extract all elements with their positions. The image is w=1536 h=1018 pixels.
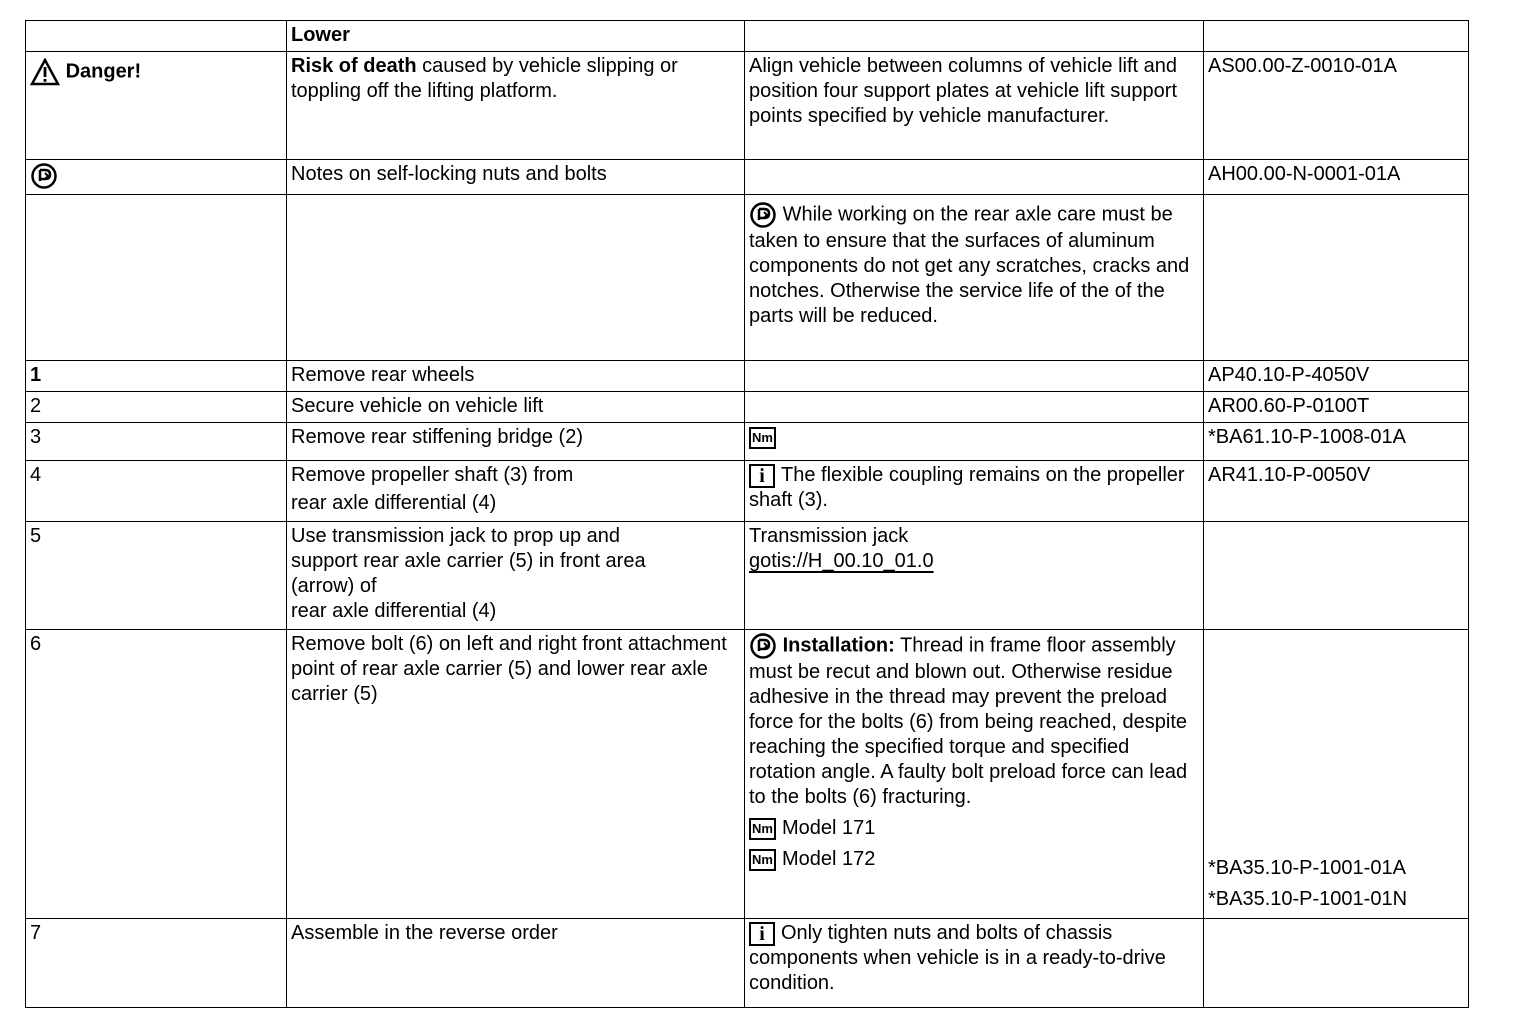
step-action	[287, 522, 745, 630]
header-cell-3	[745, 21, 1204, 52]
caution-hand-icon	[749, 632, 777, 660]
step-number: 1	[26, 361, 287, 392]
step-action	[287, 461, 745, 522]
step-number: 5	[26, 522, 287, 630]
step-number: 2	[26, 392, 287, 423]
installation-text: Thread in frame floor assembly must be recut and blown out. Otherwise residue adhesive in the thread may prevent the preload force for the bolts (6) from being reached, despite reaching the specified torque and specified rotation angle. A faulty bolt preload force can lead to the bolts (6) fracturing.	[749, 634, 1188, 808]
torque-nm-icon: Nm	[749, 818, 776, 840]
notes-empty	[745, 160, 1204, 195]
step-row	[26, 392, 1469, 423]
step-action-line: rear axle differential (4)	[291, 600, 497, 622]
caution-hand-icon	[749, 201, 777, 229]
header-cell-4	[1204, 21, 1469, 52]
danger-label: Danger!	[65, 60, 142, 83]
procedure-table	[25, 20, 1469, 1008]
step-number: 4	[26, 461, 287, 522]
aluminum-empty-2	[287, 195, 745, 361]
step-row	[26, 919, 1469, 1008]
step-action-line: Use transmission jack to prop up and support rear axle carrier (5) in front area (arrow) of	[291, 525, 646, 597]
step-note	[745, 919, 1204, 1008]
step-note-text: The flexible coupling remains on the propeller shaft (3).	[749, 464, 1185, 511]
danger-risk	[287, 52, 745, 160]
step-row	[26, 461, 1469, 522]
tool-link[interactable]: gotis://H_00.10_01.0	[749, 550, 934, 572]
step-action: Remove rear wheels	[287, 361, 745, 392]
model-reference: *BA35.10-P-1001-01A	[1208, 857, 1406, 879]
model-line	[749, 816, 1199, 841]
step-action-line: Remove propeller shaft (3) from	[291, 464, 574, 486]
header-cell-1	[26, 21, 287, 52]
step-reference	[1204, 630, 1469, 919]
tool-name: Transmission jack	[749, 525, 909, 547]
danger-row	[26, 52, 1469, 160]
step-reference: AR41.10-P-0050V	[1204, 461, 1469, 522]
model-reference: *BA35.10-P-1001-01N	[1208, 888, 1408, 910]
step-note	[745, 461, 1204, 522]
info-icon: i	[749, 464, 775, 488]
step-row	[26, 522, 1469, 630]
torque-nm-icon: Nm	[749, 427, 776, 449]
info-icon: i	[749, 922, 775, 946]
step-reference: *BA61.10-P-1008-01A	[1204, 423, 1469, 461]
step-action: Remove bolt (6) on left and right front attachment point of rear axle carrier (5) and lower rear axle carrier (5)	[287, 630, 745, 919]
step-row	[26, 423, 1469, 461]
model-line	[749, 847, 1199, 872]
step-row	[26, 361, 1469, 392]
notes-row	[26, 160, 1469, 195]
step-number: 3	[26, 423, 287, 461]
step-note-text: Only tighten nuts and bolts of chassis components when vehicle is in a ready-to-drive condition.	[749, 922, 1166, 994]
step-note	[745, 423, 1204, 461]
risk-text: caused by vehicle slipping or toppling off the lifting platform.	[291, 55, 678, 102]
step-number: 7	[26, 919, 287, 1008]
step-reference: AP40.10-P-4050V	[1204, 361, 1469, 392]
caution-hand-icon	[30, 162, 58, 190]
step-action: Secure vehicle on vehicle lift	[287, 392, 745, 423]
model-label: Model 171	[781, 817, 876, 839]
step-action: Remove rear stiffening bridge (2)	[287, 423, 745, 461]
step-reference: AR00.60-P-0100T	[1204, 392, 1469, 423]
notes-icon-cell	[26, 160, 287, 195]
step-action: Assemble in the reverse order	[287, 919, 745, 1008]
notes-text: Notes on self-locking nuts and bolts	[287, 160, 745, 195]
step-reference	[1204, 522, 1469, 630]
danger-cell	[26, 52, 287, 160]
installation-label: Installation:	[782, 634, 895, 657]
header-row	[26, 21, 1469, 52]
aluminum-note-text: While working on the rear axle care must be taken to ensure that the surfaces of aluminum components do not get any scratches, cracks and notches. Otherwise the service life of the of the parts will be reduced.	[749, 203, 1190, 327]
step-reference	[1204, 919, 1469, 1008]
step-note	[745, 630, 1204, 919]
danger-reference: AS00.00-Z-0010-01A	[1204, 52, 1469, 160]
notes-reference: AH00.00-N-0001-01A	[1204, 160, 1469, 195]
step-action-line: rear axle differential (4)	[291, 492, 497, 514]
aluminum-empty-1	[26, 195, 287, 361]
step-number: 6	[26, 630, 287, 919]
step-note	[745, 361, 1204, 392]
installation-note	[749, 632, 1199, 810]
step-row	[26, 630, 1469, 919]
danger-instruction: Align vehicle between columns of vehicle lift and position four support plates at vehicle lift support points specified by vehicle manufacturer.	[745, 52, 1204, 160]
aluminum-note	[745, 195, 1204, 361]
aluminum-empty-4	[1204, 195, 1469, 361]
model-label: Model 172	[781, 848, 876, 870]
step-note	[745, 392, 1204, 423]
step-note	[745, 522, 1204, 630]
torque-nm-icon: Nm	[749, 849, 776, 871]
aluminum-note-row	[26, 195, 1469, 361]
risk-bold: Risk of death	[291, 55, 417, 77]
header-title: Lower	[287, 21, 745, 52]
warning-triangle-icon	[30, 58, 60, 86]
